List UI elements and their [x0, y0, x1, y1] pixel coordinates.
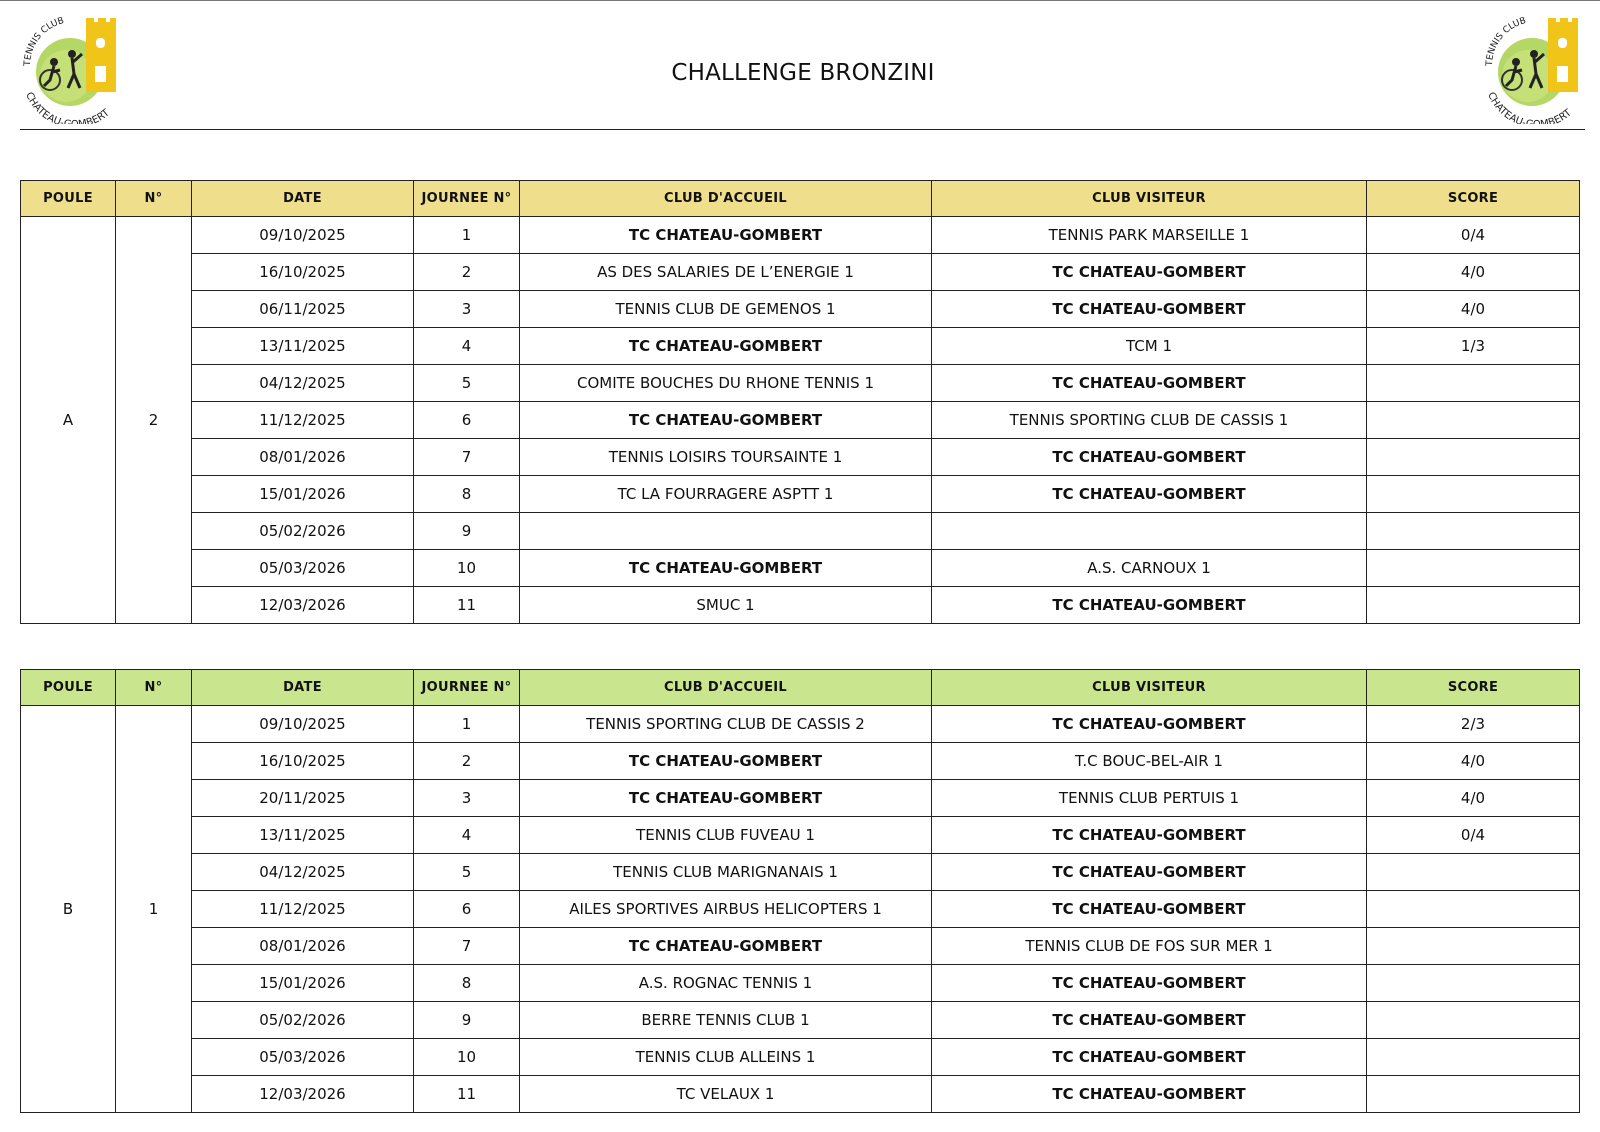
club-visiteur-cell: TC CHATEAU-GOMBERT — [932, 291, 1367, 328]
score-cell: 2/3 — [1367, 706, 1580, 743]
table-row — [21, 928, 1580, 965]
club-accueil-cell: AS DES SALARIES DE L’ENERGIE 1 — [520, 254, 932, 291]
col-header-journee: JOURNEE N° — [414, 670, 520, 706]
header-divider — [20, 129, 1585, 130]
table-row — [21, 743, 1580, 780]
club-accueil-cell: TC CHATEAU-GOMBERT — [520, 328, 932, 365]
col-header-numero: N° — [116, 670, 192, 706]
page-header — [20, 10, 1586, 128]
col-header-score: SCORE — [1367, 670, 1580, 706]
table-row — [21, 706, 1580, 743]
journee-cell: 9 — [414, 1002, 520, 1039]
col-header-date: DATE — [192, 670, 414, 706]
club-visiteur-cell: TC CHATEAU-GOMBERT — [932, 476, 1367, 513]
club-visiteur-cell: T.C BOUC-BEL-AIR 1 — [932, 743, 1367, 780]
table-row — [21, 254, 1580, 291]
table-row — [21, 550, 1580, 587]
score-cell — [1367, 587, 1580, 624]
journee-cell: 2 — [414, 743, 520, 780]
table-row — [21, 1039, 1580, 1076]
col-header-poule: POULE — [21, 181, 116, 217]
table-header-row — [21, 670, 1580, 706]
club-logo-right — [1482, 14, 1594, 124]
club-accueil-cell: TENNIS CLUB ALLEINS 1 — [520, 1039, 932, 1076]
table-row — [21, 854, 1580, 891]
table-row — [21, 891, 1580, 928]
date-cell: 08/01/2026 — [192, 439, 414, 476]
club-accueil-cell: BERRE TENNIS CLUB 1 — [520, 1002, 932, 1039]
journee-cell: 10 — [414, 1039, 520, 1076]
logo-arc-top-text: TENNIS CLUB — [1484, 16, 1528, 67]
journee-cell: 9 — [414, 513, 520, 550]
col-header-date: DATE — [192, 181, 414, 217]
score-cell — [1367, 965, 1580, 1002]
club-visiteur-cell: TC CHATEAU-GOMBERT — [932, 854, 1367, 891]
col-header-club-visiteur: CLUB VISITEUR — [932, 670, 1367, 706]
club-accueil-cell: TC VELAUX 1 — [520, 1076, 932, 1113]
date-cell: 05/02/2026 — [192, 513, 414, 550]
club-accueil-cell: TENNIS CLUB DE GEMENOS 1 — [520, 291, 932, 328]
date-cell: 05/03/2026 — [192, 1039, 414, 1076]
table-header-row — [21, 181, 1580, 217]
score-cell: 0/4 — [1367, 217, 1580, 254]
club-accueil-cell: COMITE BOUCHES DU RHONE TENNIS 1 — [520, 365, 932, 402]
club-accueil-cell: TC CHATEAU-GOMBERT — [520, 402, 932, 439]
date-cell: 13/11/2025 — [192, 328, 414, 365]
journee-cell: 8 — [414, 965, 520, 1002]
club-accueil-cell: AILES SPORTIVES AIRBUS HELICOPTERS 1 — [520, 891, 932, 928]
journee-cell: 6 — [414, 891, 520, 928]
club-accueil-cell: TENNIS CLUB FUVEAU 1 — [520, 817, 932, 854]
table-row — [21, 476, 1580, 513]
date-cell: 16/10/2025 — [192, 743, 414, 780]
col-header-score: SCORE — [1367, 181, 1580, 217]
score-cell — [1367, 1002, 1580, 1039]
table-row — [21, 1002, 1580, 1039]
score-cell — [1367, 1039, 1580, 1076]
date-cell: 13/11/2025 — [192, 817, 414, 854]
top-border-line — [0, 0, 1600, 1]
journee-cell: 5 — [414, 365, 520, 402]
club-visiteur-cell — [932, 513, 1367, 550]
col-header-journee: JOURNEE N° — [414, 181, 520, 217]
table-row — [21, 1076, 1580, 1113]
table-row — [21, 587, 1580, 624]
table-row — [21, 780, 1580, 817]
club-accueil-cell: TC CHATEAU-GOMBERT — [520, 743, 932, 780]
journee-cell: 8 — [414, 476, 520, 513]
poule-cell: A — [21, 217, 116, 624]
logo-arc-bottom-text: CHATEAU- BERT — [23, 90, 112, 124]
date-cell: 16/10/2025 — [192, 254, 414, 291]
club-accueil-cell: A.S. ROGNAC TENNIS 1 — [520, 965, 932, 1002]
club-visiteur-cell: TC CHATEAU-GOMBERT — [932, 365, 1367, 402]
club-visiteur-cell: TENNIS CLUB DE FOS SUR MER 1 — [932, 928, 1367, 965]
date-cell: 04/12/2025 — [192, 854, 414, 891]
journee-cell: 3 — [414, 291, 520, 328]
col-header-poule: POULE — [21, 670, 116, 706]
col-header-club-visiteur: CLUB VISITEUR — [932, 181, 1367, 217]
club-visiteur-cell: TC CHATEAU-GOMBERT — [932, 1002, 1367, 1039]
club-visiteur-cell: TC CHATEAU-GOMBERT — [932, 965, 1367, 1002]
date-cell: 11/12/2025 — [192, 891, 414, 928]
logo-arc-bottom-text: CHATEAU- BERT — [1485, 90, 1574, 124]
journee-cell: 11 — [414, 587, 520, 624]
score-cell — [1367, 365, 1580, 402]
date-cell: 12/03/2026 — [192, 1076, 414, 1113]
score-cell — [1367, 854, 1580, 891]
score-cell — [1367, 402, 1580, 439]
date-cell: 09/10/2025 — [192, 217, 414, 254]
table-row — [21, 965, 1580, 1002]
club-visiteur-cell: TC CHATEAU-GOMBERT — [932, 439, 1367, 476]
date-cell: 05/03/2026 — [192, 550, 414, 587]
score-cell — [1367, 891, 1580, 928]
date-cell: 11/12/2025 — [192, 402, 414, 439]
col-header-club-accueil: CLUB D'ACCUEIL — [520, 670, 932, 706]
journee-cell: 7 — [414, 439, 520, 476]
club-visiteur-cell: TC CHATEAU-GOMBERT — [932, 254, 1367, 291]
numero-cell: 1 — [116, 706, 192, 1113]
journee-cell: 1 — [414, 217, 520, 254]
table-row — [21, 291, 1580, 328]
page-title: CHALLENGE BRONZINI — [671, 60, 935, 86]
numero-cell: 2 — [116, 217, 192, 624]
table-row — [21, 328, 1580, 365]
score-cell — [1367, 476, 1580, 513]
table-row — [21, 439, 1580, 476]
journee-cell: 11 — [414, 1076, 520, 1113]
table-row — [21, 217, 1580, 254]
col-header-club-accueil: CLUB D'ACCUEIL — [520, 181, 932, 217]
club-visiteur-cell: TC CHATEAU-GOMBERT — [932, 706, 1367, 743]
date-cell: 05/02/2026 — [192, 1002, 414, 1039]
score-cell — [1367, 439, 1580, 476]
date-cell: 04/12/2025 — [192, 365, 414, 402]
date-cell: 08/01/2026 — [192, 928, 414, 965]
club-accueil-cell: SMUC 1 — [520, 587, 932, 624]
journee-cell: 2 — [414, 254, 520, 291]
club-visiteur-cell: TCM 1 — [932, 328, 1367, 365]
table-row — [21, 402, 1580, 439]
score-cell: 4/0 — [1367, 291, 1580, 328]
club-visiteur-cell: TC CHATEAU-GOMBERT — [932, 891, 1367, 928]
journee-cell: 4 — [414, 328, 520, 365]
date-cell: 15/01/2026 — [192, 965, 414, 1002]
logo-arc-top-text: TENNIS CLUB — [22, 16, 66, 67]
table-row — [21, 365, 1580, 402]
score-cell — [1367, 550, 1580, 587]
date-cell: 15/01/2026 — [192, 476, 414, 513]
journee-cell: 1 — [414, 706, 520, 743]
schedule-table-poule-a — [20, 180, 1580, 624]
journee-cell: 6 — [414, 402, 520, 439]
club-accueil-cell: TC CHATEAU-GOMBERT — [520, 780, 932, 817]
score-cell: 4/0 — [1367, 780, 1580, 817]
club-accueil-cell: TC CHATEAU-GOMBERT — [520, 928, 932, 965]
date-cell: 06/11/2025 — [192, 291, 414, 328]
club-visiteur-cell: TENNIS PARK MARSEILLE 1 — [932, 217, 1367, 254]
poule-cell: B — [21, 706, 116, 1113]
club-accueil-cell: TENNIS LOISIRS TOURSAINTE 1 — [520, 439, 932, 476]
club-visiteur-cell: TC CHATEAU-GOMBERT — [932, 817, 1367, 854]
club-visiteur-cell: TENNIS CLUB PERTUIS 1 — [932, 780, 1367, 817]
club-accueil-cell — [520, 513, 932, 550]
journee-cell: 7 — [414, 928, 520, 965]
score-cell — [1367, 513, 1580, 550]
club-accueil-cell: TENNIS SPORTING CLUB DE CASSIS 2 — [520, 706, 932, 743]
table-row — [21, 817, 1580, 854]
col-header-numero: N° — [116, 181, 192, 217]
club-accueil-cell: TENNIS CLUB MARIGNANAIS 1 — [520, 854, 932, 891]
score-cell — [1367, 928, 1580, 965]
club-accueil-cell: TC CHATEAU-GOMBERT — [520, 550, 932, 587]
journee-cell: 3 — [414, 780, 520, 817]
score-cell: 4/0 — [1367, 743, 1580, 780]
journee-cell: 5 — [414, 854, 520, 891]
score-cell: 4/0 — [1367, 254, 1580, 291]
journee-cell: 10 — [414, 550, 520, 587]
date-cell: 09/10/2025 — [192, 706, 414, 743]
score-cell: 1/3 — [1367, 328, 1580, 365]
club-accueil-cell: TC CHATEAU-GOMBERT — [520, 217, 932, 254]
table-row — [21, 513, 1580, 550]
date-cell: 20/11/2025 — [192, 780, 414, 817]
schedule-table-poule-b — [20, 669, 1580, 1113]
club-visiteur-cell: TENNIS SPORTING CLUB DE CASSIS 1 — [932, 402, 1367, 439]
date-cell: 12/03/2026 — [192, 587, 414, 624]
club-visiteur-cell: TC CHATEAU-GOMBERT — [932, 587, 1367, 624]
club-accueil-cell: TC LA FOURRAGERE ASPTT 1 — [520, 476, 932, 513]
score-cell — [1367, 1076, 1580, 1113]
club-visiteur-cell: TC CHATEAU-GOMBERT — [932, 1076, 1367, 1113]
club-visiteur-cell: TC CHATEAU-GOMBERT — [932, 1039, 1367, 1076]
score-cell: 0/4 — [1367, 817, 1580, 854]
journee-cell: 4 — [414, 817, 520, 854]
club-visiteur-cell: A.S. CARNOUX 1 — [932, 550, 1367, 587]
